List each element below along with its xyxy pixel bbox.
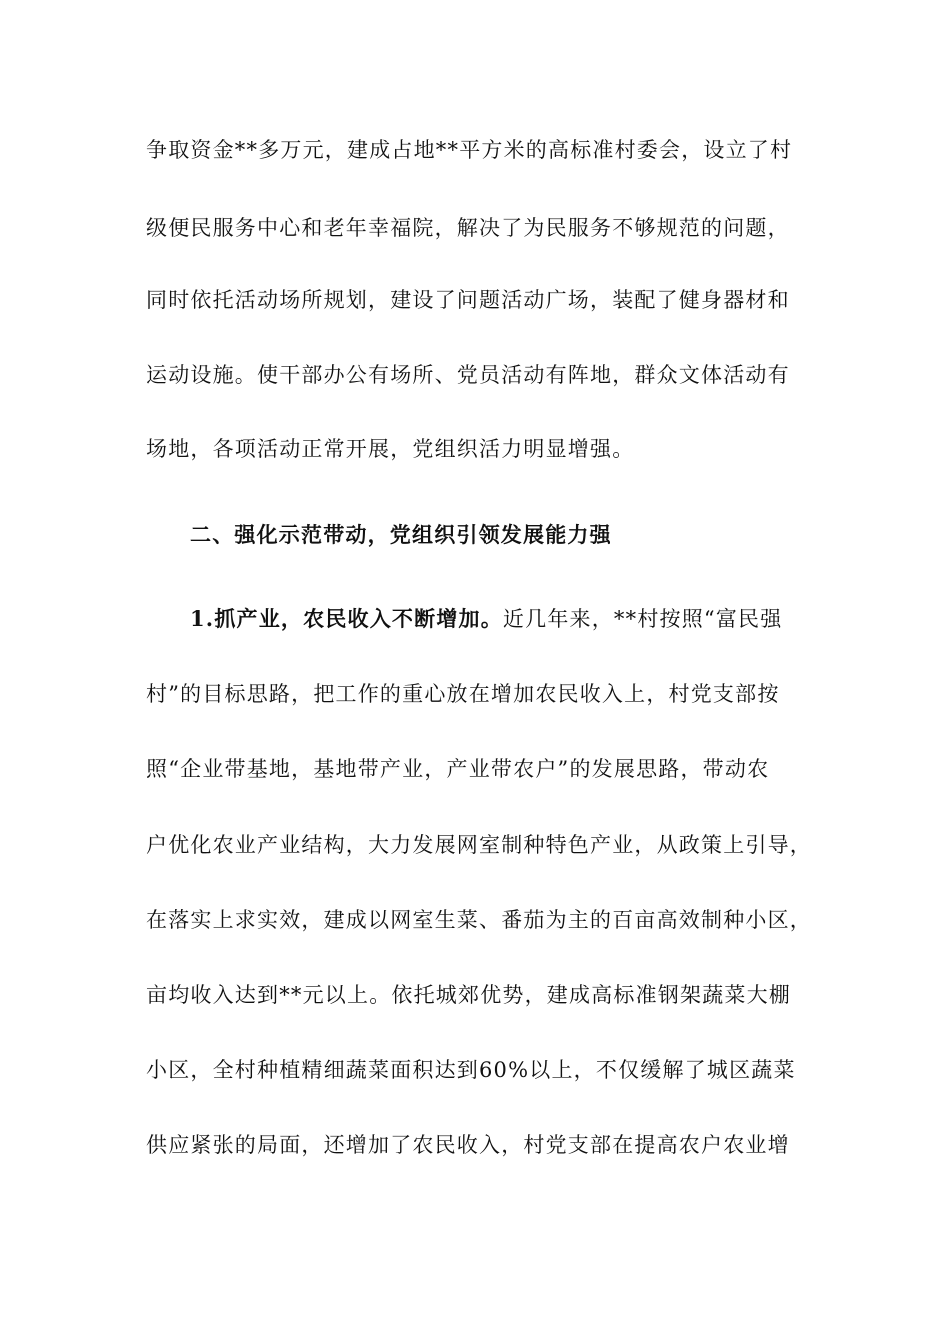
paragraph-first-line — [190, 604, 860, 634]
paragraph-line: 村”的目标思路，把工作的重心放在增加农民收入上，村党支部按 — [146, 682, 780, 706]
paragraph-line: 同时依托活动场所规划，建设了问题活动广场，装配了健身器材和 — [146, 288, 790, 312]
paragraph-line: 亩均收入达到**元以上。依托城郊优势，建成高标准钢架蔬菜大棚 — [146, 983, 791, 1007]
paragraph-line: 运动设施。使干部办公有场所、党员活动有阵地，群众文体活动有 — [146, 363, 790, 387]
paragraph-lead-text: 近几年来，**村按照“富民强 — [502, 607, 783, 631]
paragraph-line: 户优化农业产业结构，大力发展网室制种特色产业，从政策上引导， — [146, 833, 812, 857]
paragraph-line: 照“企业带基地，基地带产业，产业带农户”的发展思路，带动农 — [146, 757, 770, 781]
paragraph-line: 争取资金**多万元，建成占地**平方米的高标准村委会，设立了村 — [146, 138, 793, 162]
paragraph-line: 供应紧张的局面，还增加了农民收入，村党支部在提高农户农业增 — [146, 1133, 790, 1157]
section-heading: 二、强化示范带动，党组织引领发展能力强 — [190, 522, 612, 547]
paragraph-line: 级便民服务中心和老年幸福院，解决了为民服务不够规范的问题， — [146, 216, 790, 240]
paragraph-line: 小区，全村种植精细蔬菜面积达到60%以上，不仅缓解了城区蔬菜 — [146, 1058, 796, 1082]
paragraph-line: 场地，各项活动正常开展，党组织活力明显增强。 — [146, 437, 635, 461]
paragraph-line: 在落实上求实效，建成以网室生菜、番茄为主的百亩高效制种小区， — [146, 908, 812, 932]
paragraph-lead-bold: 1.抓产业，农民收入不断增加。 — [190, 606, 503, 631]
